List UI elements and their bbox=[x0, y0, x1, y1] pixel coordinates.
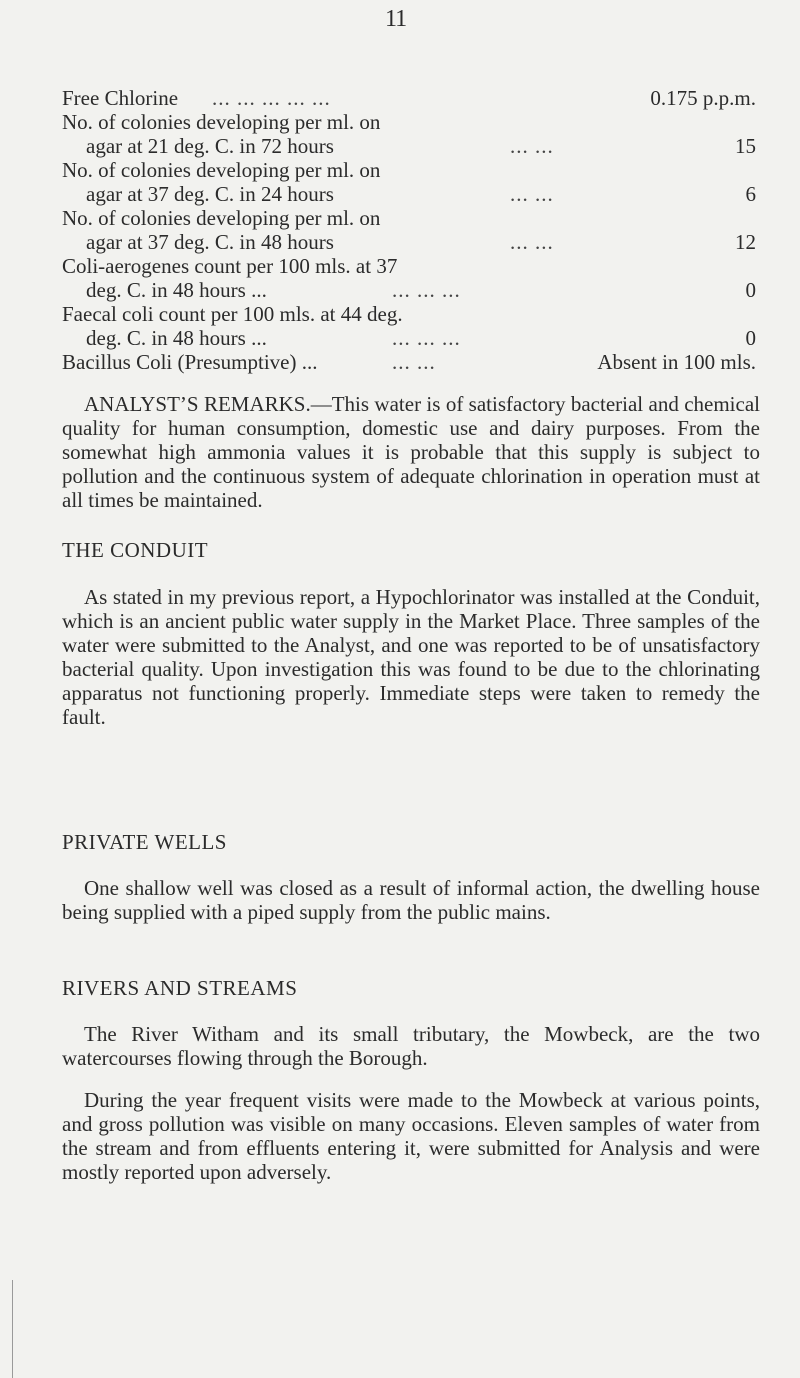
result-label: Free Chlorine bbox=[62, 86, 179, 110]
section-heading-private-wells: PRIVATE WELLS bbox=[62, 830, 227, 854]
result-label: deg. C. in 48 hours ... bbox=[86, 278, 267, 302]
result-row bbox=[62, 86, 762, 110]
paragraph: As stated in my previous report, a Hypochlorinator was installed at the Conduit, which is an ancient public water supply in the Market Place. Three samples of the water were submitted to the Analyst, and one was reported to be of unsatisfactory bacterial quality. Upon investigation this was found to be due to the chlorinating apparatus not functioning properly. Immediate steps were taken to remedy the fault. bbox=[62, 585, 760, 729]
analyst-remarks bbox=[62, 392, 760, 512]
result-row bbox=[62, 134, 762, 158]
leader-dots: ... ... bbox=[510, 134, 554, 158]
result-label: Bacillus Coli (Presumptive) ... bbox=[62, 350, 318, 374]
leader-dots: ... ... ... bbox=[392, 278, 461, 302]
result-row bbox=[62, 182, 762, 206]
result-value: 0.175 p.p.m. bbox=[650, 86, 756, 110]
result-label: agar at 21 deg. C. in 72 hours bbox=[86, 134, 334, 158]
result-row bbox=[62, 110, 762, 134]
result-row bbox=[62, 326, 762, 350]
result-row bbox=[62, 230, 762, 254]
paragraph: The River Witham and its small tributary, the Mowbeck, are the two watercourses flowing through the Borough. bbox=[62, 1022, 760, 1070]
result-value: 15 bbox=[735, 134, 756, 158]
result-value: 0 bbox=[745, 326, 756, 350]
leader-dots: ... ... bbox=[392, 350, 436, 374]
result-label: agar at 37 deg. C. in 24 hours bbox=[86, 182, 334, 206]
result-value: 6 bbox=[745, 182, 756, 206]
result-label: Coli-aerogenes count per 100 mls. at 37 bbox=[62, 254, 398, 278]
result-label: No. of colonies developing per ml. on bbox=[62, 206, 381, 230]
paragraph: One shallow well was closed as a result of informal action, the dwelling house being supplied with a piped supply from the public mains. bbox=[62, 876, 760, 924]
paragraph: During the year frequent visits were made to the Mowbeck at various points, and gross pollution was visible on many occasions. Eleven samples of water from the stream and from effluents entering it, were submitted for Analysis and were mostly reported upon adversely. bbox=[62, 1088, 760, 1184]
leader-dots: ... ... bbox=[510, 182, 554, 206]
result-label: Faecal coli count per 100 mls. at 44 deg. bbox=[62, 302, 403, 326]
result-row bbox=[62, 350, 762, 374]
scan-edge-line bbox=[12, 1280, 13, 1378]
result-label: agar at 37 deg. C. in 48 hours bbox=[86, 230, 334, 254]
result-label: deg. C. in 48 hours ... bbox=[86, 326, 267, 350]
leader-dots: ... ... bbox=[510, 230, 554, 254]
result-row bbox=[62, 302, 762, 326]
paragraph: ANALYST’S REMARKS.—This water is of satisfactory bacterial and chemical quality for human consumption, domestic use and dairy purposes. From the somewhat high ammonia values it is probable that this supply is subject to pollution and the continuous system of adequate chlorination in operation must at all times be maintained. bbox=[62, 392, 760, 512]
water-analysis-results bbox=[62, 86, 762, 374]
page-number: 11 bbox=[385, 6, 407, 32]
leader-dots: ... ... ... ... ... bbox=[212, 86, 331, 110]
result-value: Absent in 100 mls. bbox=[597, 350, 756, 374]
result-row bbox=[62, 254, 762, 278]
result-label: No. of colonies developing per ml. on bbox=[62, 158, 381, 182]
leader-dots: ... ... ... bbox=[392, 326, 461, 350]
section-body-conduit bbox=[62, 585, 760, 729]
section-body-private-wells bbox=[62, 876, 760, 924]
result-row bbox=[62, 278, 762, 302]
result-value: 12 bbox=[735, 230, 756, 254]
section-heading-conduit: THE CONDUIT bbox=[62, 538, 209, 562]
result-label: No. of colonies developing per ml. on bbox=[62, 110, 381, 134]
result-row bbox=[62, 206, 762, 230]
result-row bbox=[62, 158, 762, 182]
section-heading-rivers: RIVERS AND STREAMS bbox=[62, 976, 298, 1000]
result-value: 0 bbox=[745, 278, 756, 302]
section-body-rivers bbox=[62, 1022, 760, 1184]
